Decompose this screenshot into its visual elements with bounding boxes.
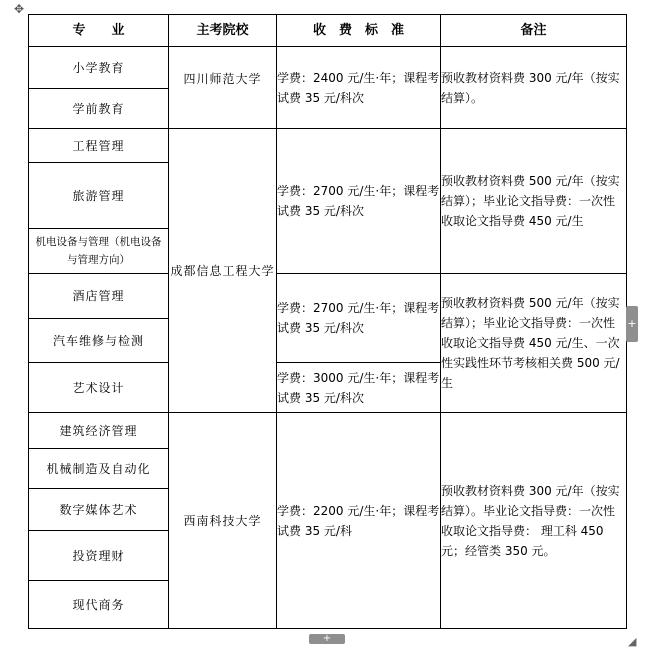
major-cell: 艺术设计 — [29, 363, 169, 413]
header-major: 专 业 — [29, 15, 169, 47]
school-cell: 四川师范大学 — [169, 47, 277, 129]
fee-cell: 学费：2700 元/生·年；课程考试费 35 元/科次 — [277, 274, 441, 363]
table-move-handle-icon[interactable]: ✥ — [14, 2, 25, 16]
major-cell: 酒店管理 — [29, 274, 169, 319]
add-column-button[interactable]: + — [626, 306, 638, 342]
fee-table — [28, 14, 627, 629]
major-cell: 工程管理 — [29, 129, 169, 163]
major-cell: 旅游管理 — [29, 163, 169, 229]
major-cell: 现代商务 — [29, 581, 169, 629]
note-cell: 预收教材资料费 300 元/年（按实结算）。 — [441, 47, 627, 129]
major-cell: 学前教育 — [29, 89, 169, 129]
table-row — [29, 413, 627, 449]
fee-cell: 学费：2700 元/生·年；课程考试费 35 元/科次 — [277, 129, 441, 274]
table-row — [29, 47, 627, 89]
major-cell: 机械制造及自动化 — [29, 449, 169, 489]
note-cell: 预收教材资料费 500 元/年（按实结算）；毕业论文指导费：一次性收取论文指导费 450 元/生、一次性实践性环节考核相关费 500 元/生 — [441, 274, 627, 413]
major-cell: 建筑经济管理 — [29, 413, 169, 449]
fee-cell: 学费：2400 元/生·年；课程考试费 35 元/科次 — [277, 47, 441, 129]
major-cell: 投资理财 — [29, 531, 169, 581]
header-fee: 收 费 标 准 — [277, 15, 441, 47]
header-row — [29, 15, 627, 47]
add-row-button[interactable]: + — [309, 634, 345, 644]
header-school: 主考院校 — [169, 15, 277, 47]
table-resize-handle-icon[interactable]: ◢ — [628, 635, 637, 648]
note-cell: 预收教材资料费 500 元/年（按实结算）；毕业论文指导费：一次性收取论文指导费 450 元/生 — [441, 129, 627, 274]
header-note: 备注 — [441, 15, 627, 47]
table-row — [29, 129, 627, 163]
major-cell: 汽车维修与检测 — [29, 319, 169, 363]
table-row — [29, 274, 627, 319]
school-cell: 成都信息工程大学 — [169, 129, 277, 413]
major-cell: 小学教育 — [29, 47, 169, 89]
fee-cell: 学费：2200 元/生·年；课程考试费 35 元/科 — [277, 413, 441, 629]
school-cell: 西南科技大学 — [169, 413, 277, 629]
note-cell: 预收教材资料费 300 元/年（按实结算）。毕业论文指导费：一次性收取论文指导费： 理工科 450 元；经管类 350 元。 — [441, 413, 627, 629]
major-cell: 机电设备与管理（机电设备与管理方向） — [29, 229, 169, 274]
major-cell: 数字媒体艺术 — [29, 489, 169, 531]
fee-cell: 学费：3000 元/生·年；课程考试费 35 元/科次 — [277, 363, 441, 413]
